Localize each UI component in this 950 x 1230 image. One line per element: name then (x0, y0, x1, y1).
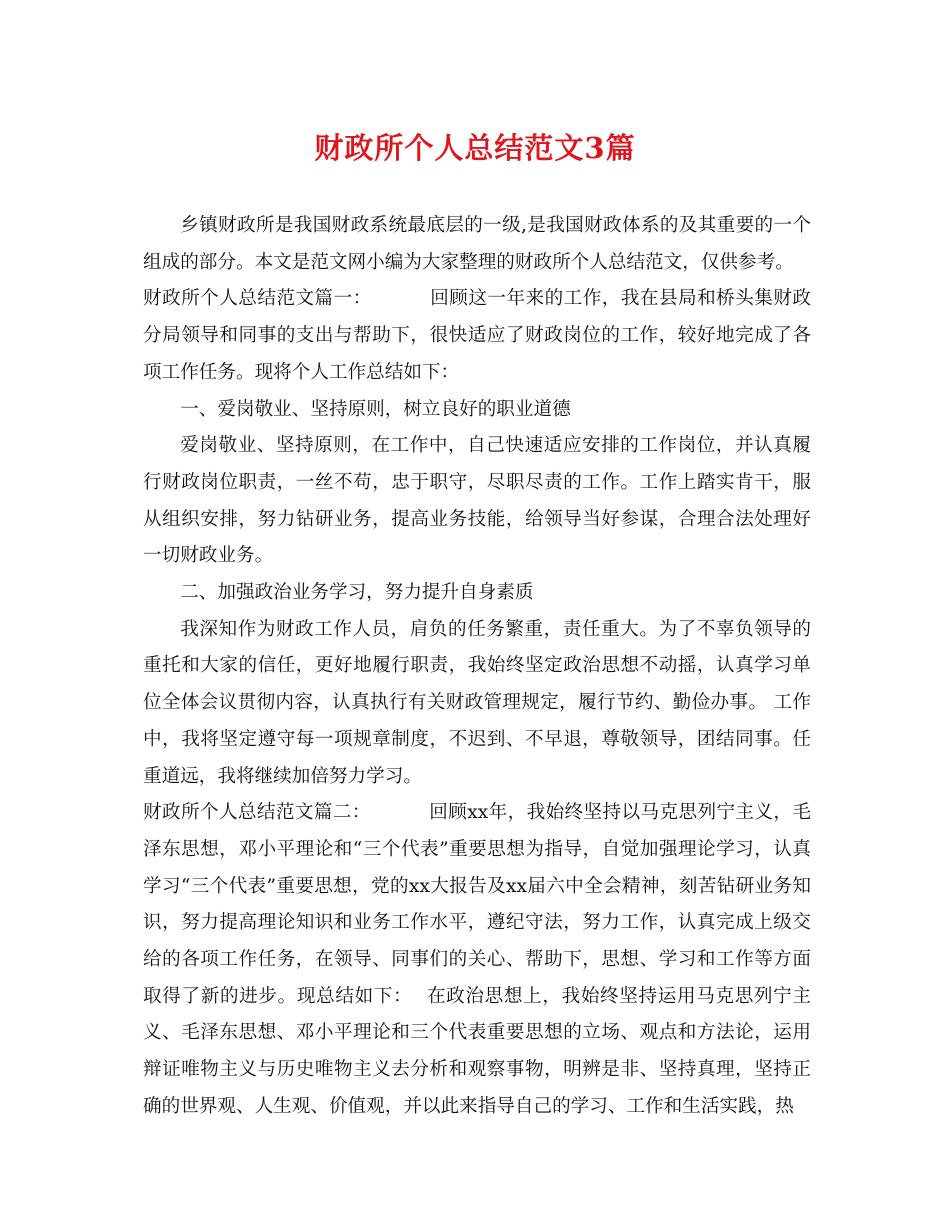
paragraph-one: 爱岗敬业、坚持原则，在工作中，自己快速适应安排的工作岗位，并认真履行财政岗位职责，一丝不苟，忠于职守，尽职尽责的工作。工作上踏实肯干，服从组织安排，努力钻研业务，提高业务技能，给领导当好参谋，合理合法处理好一切财政业务。 (143, 435, 811, 567)
section-two-text: 回顾xx年，我始终坚持以马克思列宁主义，毛泽东思想，邓小平理论和“三个代表”重要思想为指导，自觉加强理论学习，认真学习“三个代表”重要思想，党的xx大报告及xx届六中全会精神，刻苦钻研业务知识，努力提高理论知识和业务工作水平，遵纪守法，努力工作，认真完成上级交给的各项工作任务，在领导、同事们的关心、帮助下，思想、学习和工作等方面取得了新的进步。现总结如下： (143, 802, 811, 1007)
section-one-label: 财政所个人总结范文篇一： (143, 288, 372, 310)
intro-paragraph: 乡镇财政所是我国财政系统最底层的一级,是我国财政体系的及其重要的一个组成的部分。本文是范文网小编为大家整理的财政所个人总结范文，仅供参考。 (143, 215, 811, 273)
document-title: 财政所个人总结范文3篇 (314, 131, 636, 165)
section-two-label: 财政所个人总结范文篇二： (143, 802, 371, 824)
section-one-paragraph (143, 281, 811, 391)
section-two-text-continued: 在政治思想上，我始终坚持运用马克思列宁主义、毛泽东思想、邓小平理论和三个代表重要思想的立场、观点和方法论，运用辩证唯物主义与历史唯物主义去分析和观察事物，明辨是非、坚持真理，坚持正确的世界观、人生观、价值观，并以此来指导自己的学习、工作和生活实践，热 (143, 985, 811, 1117)
section-two-paragraph (143, 795, 811, 1125)
heading-one: 一、爱岗敬业、坚持原则，树立良好的职业道德 (180, 398, 571, 420)
document-body (143, 208, 811, 1126)
paragraph-two: 我深知作为财政工作人员，肩负的任务繁重，责任重大。为了不辜负领导的重托和大家的信任，更好地履行职责，我始终坚定政治思想不动摇，认真学习单位全体会议贯彻内容，认真执行有关财政管理规定，履行节约、勤俭办事。 工作中，我将坚定遵守每一项规章制度，不迟到、不早退，尊敬领导，团结同事。任重道远，我将继续加倍努力学习。 (143, 618, 811, 787)
heading-two: 二、加强政治业务学习，努力提升自身素质 (180, 582, 534, 604)
section-one-text: 回顾这一年来的工作，我在县局和桥头集财政分局领导和同事的支出与帮助下，很快适应了财政岗位的工作，较好地完成了各项工作任务。现将个人工作总结如下： (143, 288, 811, 383)
